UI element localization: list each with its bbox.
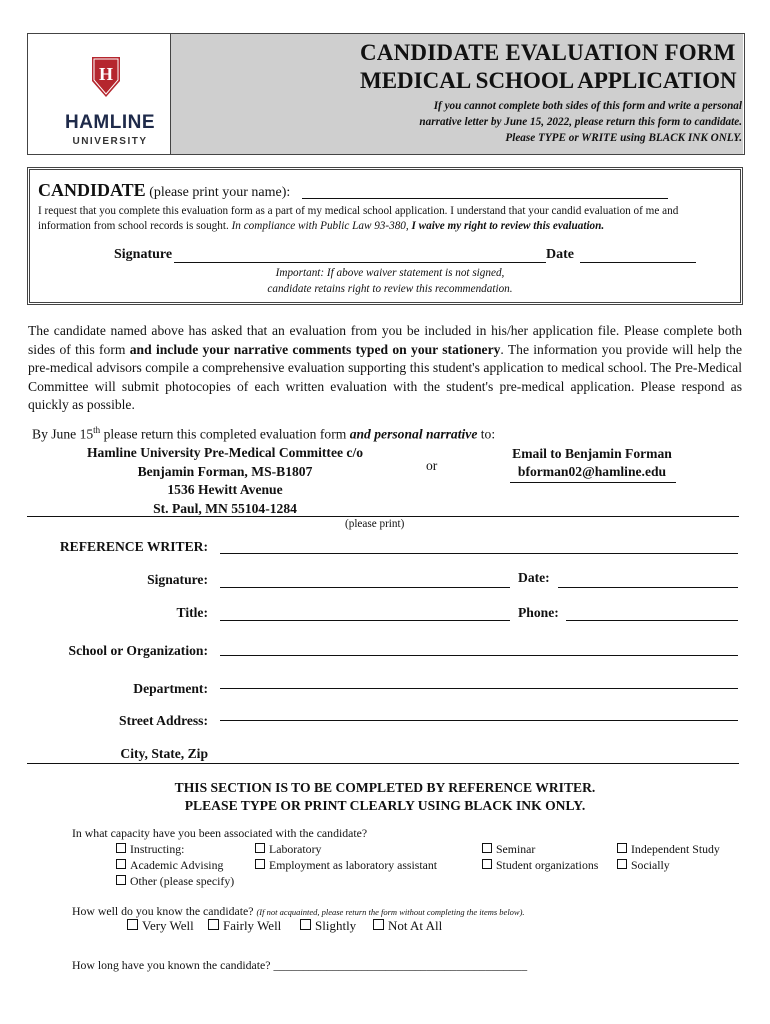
waiver-note xyxy=(180,265,600,297)
section-heading xyxy=(100,779,670,815)
checkbox-student-organizations[interactable] xyxy=(482,858,598,873)
address-line: 1536 Hewitt Avenue xyxy=(167,482,283,497)
intro-text-2: . The information you provide will help the pre-medical advisors compile a comprehensive evaluation supporting this student's application to medical school. The Pre-Medical Committee will submit photocopies of each written evaluation with the student's pre-medical application. Please respond as quickly as possible. xyxy=(28,341,742,412)
email-underline xyxy=(510,482,676,483)
candidate-label-suffix: (please print your name): xyxy=(145,185,291,200)
header-note-line: Please TYPE or WRITE using BLACK INK ONLY. xyxy=(505,132,742,144)
header-note-line: If you cannot complete both sides of this form and write a personal xyxy=(433,100,742,112)
address-line: Hamline University Pre-Medical Committee c/o xyxy=(86,445,364,460)
checkbox-icon xyxy=(127,919,138,930)
return-narrative: and personal narrative xyxy=(349,426,478,442)
candidate-signature-label: Signature xyxy=(114,247,173,262)
reference-writer-field[interactable] xyxy=(220,553,738,554)
candidate-date-label: Date xyxy=(546,247,574,262)
logo-subtitle: UNIVERSITY xyxy=(72,136,148,147)
know-note: (If not acquainted, please return the form without completing the items below). xyxy=(256,907,525,917)
waiver-note-line: Important: If above waiver statement is not signed, xyxy=(275,267,505,279)
email-label: Email to Benjamin Forman xyxy=(512,446,672,461)
mailing-address xyxy=(60,444,390,518)
option-label: Fairly Well xyxy=(223,918,282,933)
checkbox-icon xyxy=(255,843,265,853)
checkbox-instructing[interactable] xyxy=(116,842,184,857)
date-field[interactable] xyxy=(558,587,738,588)
candidate-name-field[interactable] xyxy=(302,198,668,199)
date-label: Date: xyxy=(518,570,550,585)
option-label: Student organizations xyxy=(496,858,599,872)
logo-letter: H xyxy=(98,64,114,84)
intro-paragraph xyxy=(28,322,742,415)
option-label: Socially xyxy=(631,858,670,872)
checkbox-icon xyxy=(116,859,126,869)
return-by: By June 15 xyxy=(32,426,94,442)
checkbox-icon xyxy=(255,859,265,869)
intro-text: The candidate named above has asked that an evaluation from you be included in his/her application file. Please complete both sides of this form xyxy=(28,323,742,357)
checkbox-icon xyxy=(300,919,311,930)
divider xyxy=(27,516,739,517)
option-label: Independent Study xyxy=(631,842,720,856)
school-field[interactable] xyxy=(220,655,738,656)
know-question xyxy=(72,904,525,919)
address-line: Benjamin Forman, MS-B1807 xyxy=(137,463,313,479)
signature-field[interactable] xyxy=(220,587,510,588)
title-field[interactable] xyxy=(220,620,510,621)
checkbox-independent-study[interactable] xyxy=(617,842,720,857)
return-to: to: xyxy=(477,426,496,442)
checkbox-icon xyxy=(482,843,492,853)
checkbox-laboratory[interactable] xyxy=(255,842,321,857)
signature-label: Signature: xyxy=(147,572,208,587)
option-label: Not At All xyxy=(388,918,443,933)
option-label: Instructing: xyxy=(130,842,185,856)
option-label: Employment as laboratory assistant xyxy=(269,858,438,872)
phone-label: Phone: xyxy=(518,605,559,620)
section-heading-line: PLEASE TYPE OR PRINT CLEARLY USING BLACK INK ONLY. xyxy=(184,798,586,813)
waiver-note-line: candidate retains right to review this recommendation. xyxy=(267,283,513,295)
header-note-line: narrative letter by June 15, 2022, please return this form to candidate. xyxy=(419,116,742,128)
email-link[interactable]: bforman02@hamline.edu xyxy=(517,464,667,479)
checkbox-fairly-well[interactable] xyxy=(208,918,281,934)
city-label: City, State, Zip xyxy=(120,746,208,761)
form-title: CANDIDATE EVALUATION FORM xyxy=(360,40,736,65)
checkbox-icon xyxy=(116,875,126,885)
checkbox-other[interactable] xyxy=(116,874,234,889)
waiver-law: In compliance with Public Law 93-380, xyxy=(231,220,412,232)
logo-name: HAMLINE xyxy=(64,112,156,133)
option-label: Seminar xyxy=(496,842,536,856)
form-subtitle: MEDICAL SCHOOL APPLICATION xyxy=(360,68,737,93)
department-field[interactable] xyxy=(220,688,738,689)
checkbox-employment[interactable] xyxy=(255,858,437,873)
address-line: St. Paul, MN 55104-1284 xyxy=(153,500,297,516)
checkbox-very-well[interactable] xyxy=(127,918,194,934)
return-instructions xyxy=(32,425,495,443)
capacity-question: In what capacity have you been associated with the candidate? xyxy=(72,826,368,840)
hamline-shield-logo xyxy=(90,55,122,99)
checkbox-icon xyxy=(373,919,384,930)
title-label: Title: xyxy=(176,605,208,620)
checkbox-academic-advising[interactable] xyxy=(116,858,223,873)
reference-writer-label: REFERENCE WRITER: xyxy=(59,539,208,554)
checkbox-icon xyxy=(617,843,627,853)
how-long-question[interactable]: How long have you known the candidate? ___________________________________________ xyxy=(72,958,528,972)
return-sup: th xyxy=(93,425,101,435)
phone-field[interactable] xyxy=(566,620,738,621)
please-print-note: (please print) xyxy=(345,518,405,530)
section-heading-line: THIS SECTION IS TO BE COMPLETED BY REFERENCE WRITER. xyxy=(174,780,596,795)
checkbox-icon xyxy=(617,859,627,869)
return-rest: please return this completed evaluation form xyxy=(100,426,350,442)
candidate-date-field[interactable] xyxy=(580,262,696,263)
checkbox-slightly[interactable] xyxy=(300,918,356,934)
street-field[interactable] xyxy=(220,720,738,721)
checkbox-icon xyxy=(208,919,219,930)
waiver-right: I waive my right to review this evaluation. xyxy=(411,220,605,232)
candidate-heading xyxy=(38,180,290,201)
waiver-text: I request that you complete this evaluation form as a part of my medical school application. I understand that your candid evaluation of me and information from school records is sought. xyxy=(38,205,679,232)
option-label: Laboratory xyxy=(269,842,322,856)
checkbox-seminar[interactable] xyxy=(482,842,535,857)
school-label: School or Organization: xyxy=(68,643,208,658)
waiver-statement xyxy=(38,204,728,234)
candidate-signature-field[interactable] xyxy=(174,262,546,263)
know-question-text: How well do you know the candidate? xyxy=(72,904,257,918)
checkbox-not-at-all[interactable] xyxy=(373,918,442,934)
checkbox-icon xyxy=(116,843,126,853)
candidate-label: CANDIDATE xyxy=(38,180,146,200)
checkbox-icon xyxy=(482,859,492,869)
department-label: Department: xyxy=(133,681,208,696)
intro-bold: and include your narrative comments typed on your stationery xyxy=(129,341,501,357)
city-field[interactable] xyxy=(27,763,739,764)
checkbox-socially[interactable] xyxy=(617,858,670,873)
option-label: Other (please specify) xyxy=(130,874,235,888)
street-label: Street Address: xyxy=(119,713,208,728)
option-label: Slightly xyxy=(315,918,357,933)
header-instructions xyxy=(322,98,742,146)
option-label: Academic Advising xyxy=(130,858,224,872)
or-separator: or xyxy=(426,458,438,473)
option-label: Very Well xyxy=(142,918,194,933)
